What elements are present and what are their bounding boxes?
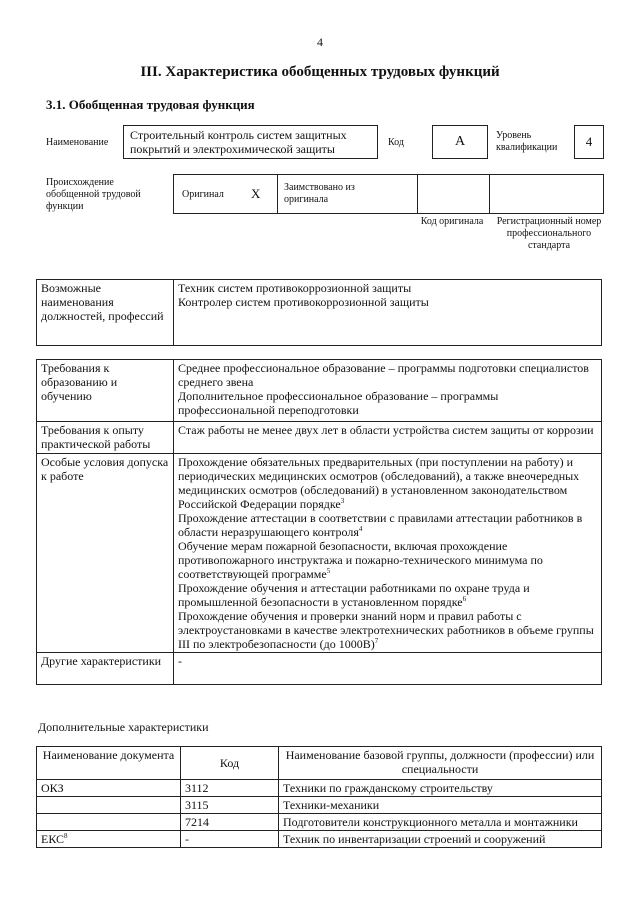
- experience-label: Требования к опыту практической работы: [37, 422, 174, 454]
- function-name-value: Строительный контроль систем защитных покрытий и электрохимической защиты: [130, 128, 347, 156]
- name-cell: Подготовители конструкционного металла и монтажники: [279, 814, 602, 831]
- original-mark: X: [251, 186, 261, 201]
- special-conditions-label: Особые условия допуска к работе: [37, 454, 174, 653]
- footnote-ref: 3: [340, 497, 345, 505]
- name-cell: Техники по гражданскому строительству: [279, 780, 602, 797]
- table-row: [37, 653, 602, 685]
- special-condition: Прохождение обязательных предварительных (при поступлении на работу) и периодических медицинских осмотров (обследований), а также внеочередных медицинских осмотров (обследований) в установленном законодательством Российской Федерации порядке$^3$: [178, 455, 580, 511]
- table-row: [37, 422, 602, 454]
- doc-cell: ОКЗ: [37, 780, 181, 797]
- level-box: [574, 125, 604, 159]
- footnote-ref: 7: [374, 637, 379, 645]
- additional-caption: Дополнительные характеристики: [38, 720, 209, 734]
- positions-label: Возможные наименования должностей, профессий: [37, 280, 174, 346]
- position-line: Техник систем противокоррозионной защиты: [178, 281, 412, 295]
- doc-cell: ЕКС$^8$: [37, 831, 181, 848]
- code-label: Код: [388, 137, 404, 148]
- col-header-code: Код: [181, 747, 279, 780]
- table-row: [37, 360, 602, 422]
- footnote-ref: 4: [358, 525, 363, 533]
- table-row: [37, 831, 602, 848]
- original-label: Оригинал: [182, 189, 224, 200]
- position-line: Контролер систем противокоррозионной защиты: [178, 295, 429, 309]
- education-line: Среднее профессиональное образование – программы подготовки специалистов среднего звена: [178, 361, 589, 389]
- doc-cell: [37, 814, 181, 831]
- code-cell: 7214: [181, 814, 279, 831]
- registration-caption: Регистрационный номер профессионального стандарта: [496, 216, 602, 251]
- subsection-title: 3.1. Обобщенная трудовая функция: [46, 97, 255, 112]
- education-values: [174, 360, 602, 422]
- additional-table: [36, 746, 602, 848]
- code-value: А: [454, 134, 466, 149]
- table-row: [37, 814, 602, 831]
- col-header-name: Наименование базовой группы, должности (профессии) или специальности: [279, 747, 602, 780]
- footnote-ref: 5: [326, 567, 331, 575]
- requirements-table: [36, 359, 602, 685]
- other-characteristics-value: -: [174, 653, 602, 685]
- level-value: 4: [585, 134, 593, 149]
- experience-value: Стаж работы не менее двух лет в области устройства систем защиты от коррозии: [174, 422, 602, 454]
- code-cell: 3112: [181, 780, 279, 797]
- special-condition: Прохождение аттестации в соответствии с правилами аттестации работников в области неразрушающего контроля$^4$: [178, 511, 583, 539]
- name-label: Наименование: [46, 137, 109, 148]
- page-number: 4: [317, 35, 323, 49]
- level-label: Уровень квалификации: [496, 130, 558, 153]
- special-condition: Прохождение обучения и аттестации работниками по охране труда и промышленной безопасности в установленном порядке$^6$: [178, 581, 530, 609]
- special-conditions-values: [174, 454, 602, 653]
- special-condition: Прохождение обучения и проверки знаний норм и правил работы с электроустановками в качестве электротехнических работников в объеме группы III по электробезопасности (до 1000В)$^7$: [178, 609, 594, 651]
- table-row: [37, 280, 602, 346]
- borrowed-label: Заимствовано из оригинала: [284, 182, 355, 205]
- other-characteristics-label: Другие характеристики: [37, 653, 174, 685]
- special-condition: Обучение мерам пожарной безопасности, включая прохождение противопожарного инструктажа и пожарно-технического минимума по соответствующей программе$^5$: [178, 539, 543, 581]
- footnote-ref: 8: [64, 832, 68, 840]
- code-box: [432, 125, 488, 159]
- original-code-caption: Код оригинала: [420, 216, 484, 227]
- section-title: III. Характеристика обобщенных трудовых функций: [140, 64, 500, 80]
- origin-label: Происхождение обобщенной трудовой функции: [46, 177, 141, 212]
- table-row: [37, 454, 602, 653]
- code-cell: -: [181, 831, 279, 848]
- table-row: [37, 797, 602, 814]
- code-cell: 3115: [181, 797, 279, 814]
- positions-table: [36, 279, 602, 346]
- name-cell: Техники-механики: [279, 797, 602, 814]
- footnote-ref: 6: [462, 595, 467, 603]
- education-line: Дополнительное профессиональное образование – программы профессиональной переподготовки: [178, 389, 499, 417]
- table-row: [37, 780, 602, 797]
- origin-box: [173, 174, 604, 214]
- doc-cell: [37, 797, 181, 814]
- col-header-document: Наименование документа: [37, 747, 181, 780]
- positions-values: [174, 280, 602, 346]
- name-cell: Техник по инвентаризации строений и сооружений: [279, 831, 602, 848]
- function-name-box: [123, 125, 378, 159]
- education-label: Требования к образованию и обучению: [37, 360, 174, 422]
- table-row: [37, 747, 602, 780]
